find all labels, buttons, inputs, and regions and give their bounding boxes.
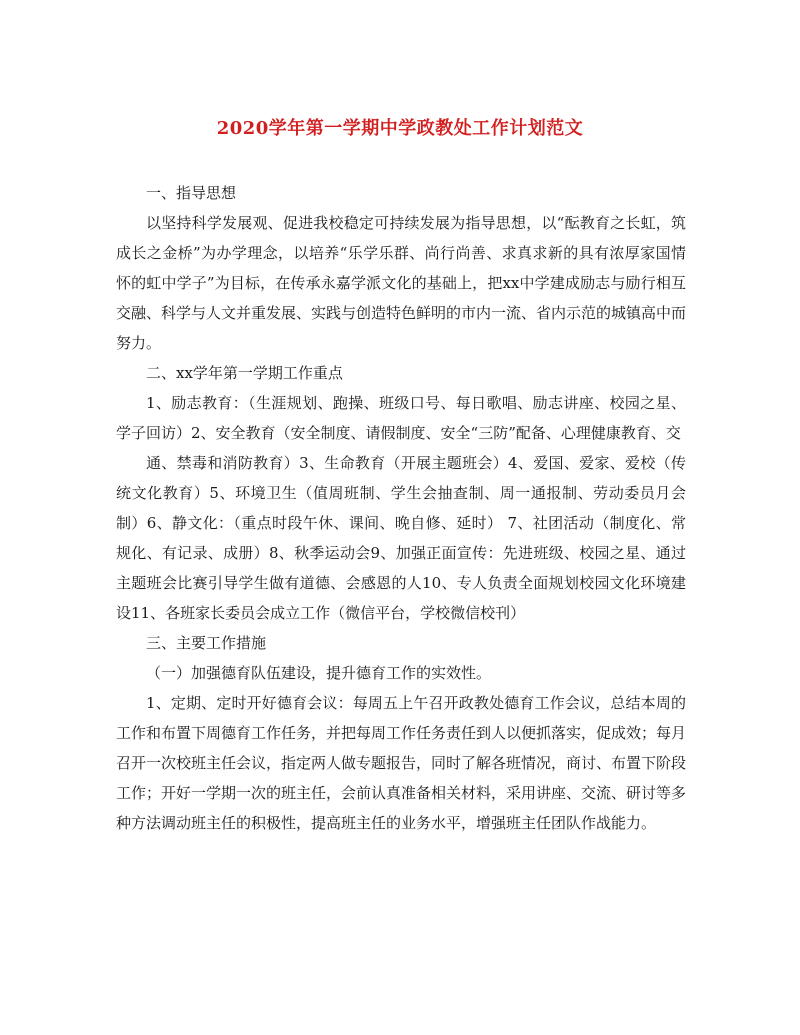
section-heading-main-measures: 三、主要工作措施: [146, 634, 267, 652]
paragraph-guiding-ideology: 以坚持科学发展观、促进我校稳定可持续发展为指导思想，以“酝教育之长虹，筑成长之金桥”为办学理念，以培养“乐学乐群、尚行尚善、求真求新的具有浓厚家国情怀的虹中学子”为目标，在传承永嘉学派文化的基础上，把xx中学建成励志与励行相互交融、科学与人文并重发展、实践与创造特色鲜明的市内一流、省内示范的城镇高中而努力。: [116, 214, 687, 352]
subsection-heading-team-building: （一）加强德育队伍建设，提升德育工作的实效性。: [146, 664, 492, 682]
section-heading-work-focus: 二、xx学年第一学期工作重点: [146, 364, 343, 382]
paragraph-work-focus-1: 1、励志教育：（生涯规划、跑操、班级口号、每日歌唱、励志讲座、校园之星、学子回访）2、安全教育（安全制度、请假制度、安全“三防”配备、心理健康教育、交: [116, 394, 686, 442]
document-title: 2020学年第一学期中学政教处工作计划范文: [216, 118, 584, 139]
document-body: [116, 178, 686, 838]
section-heading-guiding-ideology: 一、指导思想: [146, 184, 237, 202]
paragraph-moral-meetings: 1、定期、定时开好德育会议：每周五上午召开政教处德育工作会议，总结本周的工作和布置下周德育工作任务，并把每周工作任务责任到人以便抓落实，促成效；每月召开一次校班主任会议，指定两人做专题报告，同时了解各班情况，商讨、布置下阶段工作；开好一学期一次的班主任，会前认真准备相关材料，采用讲座、交流、研讨等多种方法调动班主任的积极性，提高班主任的业务水平，增强班主任团队作战能力。: [116, 694, 687, 832]
paragraph-work-focus-2: 通、禁毒和消防教育）3、生命教育（开展主题班会）4、爱国、爱家、爱校（传统文化教育）5、环境卫生（值周班制、学生会抽查制、周一通报制、劳动委员月会制）6、静文化：（重点时段午休、课间、晚自修、延时） 7、社团活动（制度化、常规化、有记录、成册）8、秋季运动会9、加强正面宣传：先进班级、校园之星、通过主题班会比赛引导学生做有道德、会感恩的人10、专人负责全面规划校园文化环境建设11、各班家长委员会成立工作（微信平台，学校微信校刊）: [116, 454, 686, 622]
